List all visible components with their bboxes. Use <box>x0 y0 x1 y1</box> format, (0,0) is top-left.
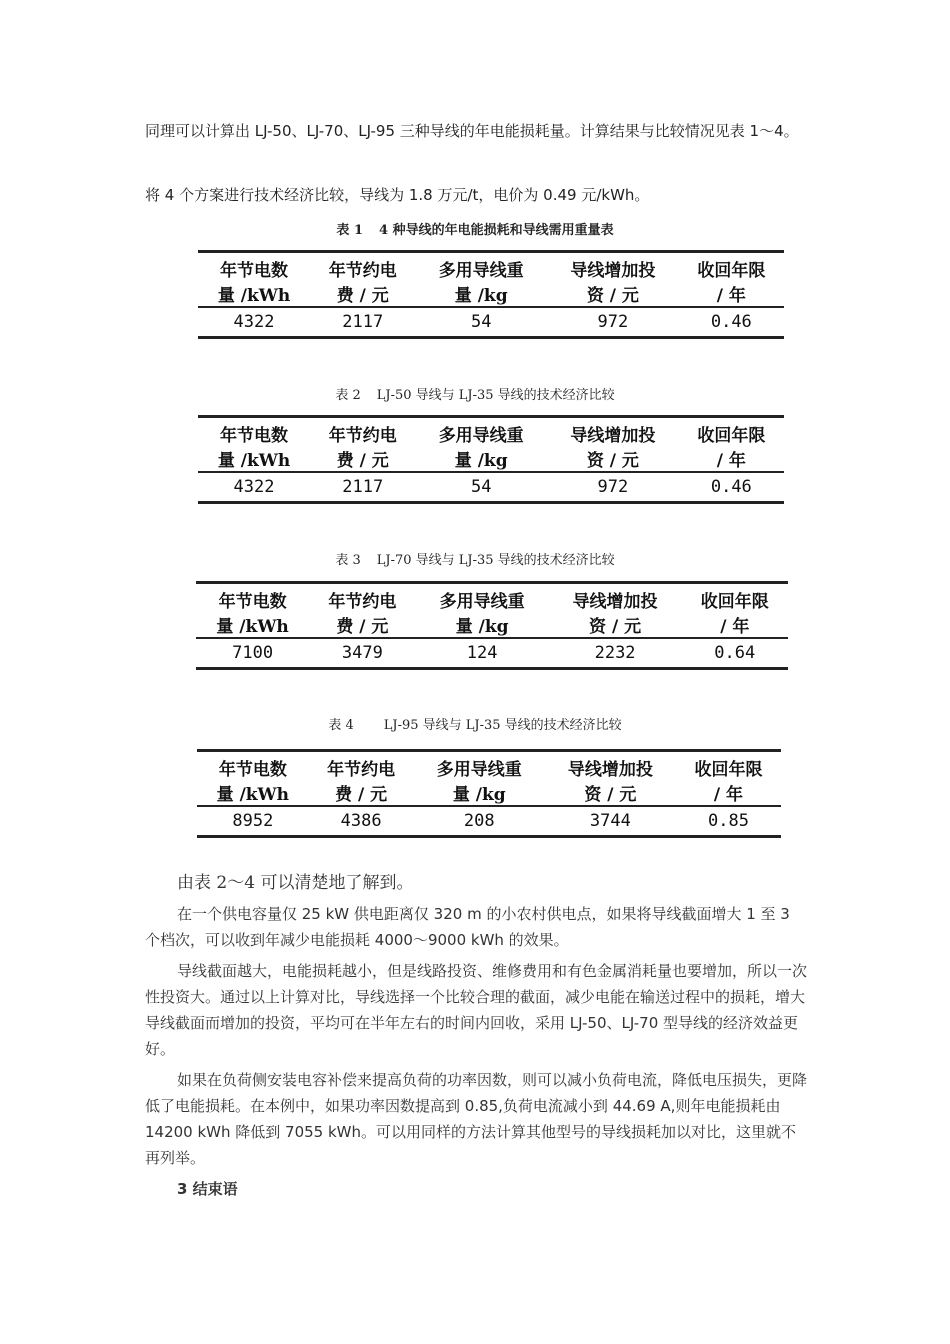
header-extra-investment: 导线增加投 <box>545 751 676 781</box>
header-extra-weight: 多用导线重 <box>415 252 547 282</box>
cell-investment: 3744 <box>545 806 676 837</box>
header-energy-saved: 年节电数 <box>198 417 310 447</box>
cell-payback: 0.85 <box>676 806 781 837</box>
cell-payback: 0.64 <box>682 638 788 669</box>
header-cost-saved: 年节约电 <box>310 252 415 282</box>
header-payback-unit: / 年 <box>679 281 784 307</box>
cell-cost: 3479 <box>309 638 415 669</box>
header-payback: 收回年限 <box>682 583 788 613</box>
table-1-caption-text: 4 种导线的年电能损耗和导线需用重量表 <box>379 223 614 238</box>
cell-payback: 0.46 <box>679 472 784 503</box>
table-2-caption-number: 表 2 <box>335 388 361 403</box>
header-energy-saved: 年节电数 <box>196 583 309 613</box>
cell-payback: 0.46 <box>679 307 784 338</box>
header-cost-saved: 年节约电 <box>309 751 414 781</box>
cell-cost: 4386 <box>309 806 414 837</box>
table-3-caption-number: 表 3 <box>335 553 361 568</box>
header-investment-unit: 资 / 元 <box>545 780 676 806</box>
header-energy-unit: 量 /kWh <box>197 780 309 806</box>
header-energy-unit: 量 /kWh <box>198 446 310 472</box>
header-extra-investment: 导线增加投 <box>547 417 679 447</box>
table-row <box>198 472 784 503</box>
header-payback-unit: / 年 <box>679 446 784 472</box>
paragraph-savings: 在一个供电容量仅 25 kW 供电距离仅 320 m 的小农村供电点，如果将导线截面增大 1 至 3 个档次，可以收到年减少电能损耗 4000～9000 kWh 的效果。 <box>145 905 790 949</box>
header-payback-unit: / 年 <box>676 780 781 806</box>
cell-energy: 4322 <box>198 307 310 338</box>
cell-cost: 2117 <box>310 472 415 503</box>
header-investment-unit: 资 / 元 <box>547 446 679 472</box>
header-cost-saved: 年节约电 <box>310 417 415 447</box>
header-cost-unit: 费 / 元 <box>310 446 415 472</box>
header-cost-unit: 费 / 元 <box>310 281 415 307</box>
header-cost-unit: 费 / 元 <box>309 780 414 806</box>
header-payback: 收回年限 <box>679 252 784 282</box>
header-energy-unit: 量 /kWh <box>198 281 310 307</box>
intro-paragraph-1: 同理可以计算出 LJ-50、LJ-70、LJ-95 三种导线的年电能损耗量。计算结果与比较情况见表 1～4。 <box>145 122 799 140</box>
header-investment-unit: 资 / 元 <box>549 612 682 638</box>
cell-investment: 972 <box>547 472 679 503</box>
header-energy-saved: 年节电数 <box>198 252 310 282</box>
table-1 <box>198 250 784 339</box>
header-extra-investment: 导线增加投 <box>549 583 682 613</box>
table-4-caption-number: 表 4 <box>328 718 354 733</box>
cell-cost: 2117 <box>310 307 415 338</box>
header-payback: 收回年限 <box>676 751 781 781</box>
header-energy-saved: 年节电数 <box>197 751 309 781</box>
table-1-caption-number: 表 1 <box>336 223 363 238</box>
section-heading-conclusion: 3 结束语 <box>177 1180 238 1198</box>
table-2-caption <box>0 384 950 403</box>
header-extra-weight: 多用导线重 <box>416 583 549 613</box>
header-cost-saved: 年节约电 <box>309 583 415 613</box>
cell-weight: 208 <box>414 806 545 837</box>
table-2-caption-text: LJ-50 导线与 LJ-35 导线的技术经济比较 <box>376 388 615 403</box>
table-4 <box>197 749 781 838</box>
cell-investment: 2232 <box>549 638 682 669</box>
cell-energy: 4322 <box>198 472 310 503</box>
intro-paragraph-2: 将 4 个方案进行技术经济比较，导线为 1.8 万元/t，电价为 0.49 元/kWh。 <box>145 186 650 204</box>
table-row <box>197 806 781 837</box>
header-extra-weight: 多用导线重 <box>415 417 547 447</box>
cell-energy: 8952 <box>197 806 309 837</box>
header-payback-unit: / 年 <box>682 612 788 638</box>
header-weight-unit: 量 /kg <box>415 446 547 472</box>
cell-energy: 7100 <box>196 638 309 669</box>
header-weight-unit: 量 /kg <box>414 780 545 806</box>
table-row <box>198 307 784 338</box>
paragraph-cross-section: 导线截面越大，电能损耗越小，但是线路投资、维修费用和有色金属消耗量也要增加，所以一次性投资大。通过以上计算对比，导线选择一个比较合理的截面，减少电能在输送过程中的损耗，增大导线截面而增加的投资，平均可在半年左右的时间内回收，采用 LJ-50、LJ-70 型导线的经济效益更好。 <box>145 962 808 1058</box>
summary-lead: 由表 2～4 可以清楚地了解到。 <box>177 873 414 893</box>
header-payback: 收回年限 <box>679 417 784 447</box>
cell-weight: 54 <box>415 472 547 503</box>
table-2 <box>198 415 784 504</box>
table-4-caption-text: LJ-95 导线与 LJ-35 导线的技术经济比较 <box>383 718 622 733</box>
header-extra-investment: 导线增加投 <box>547 252 679 282</box>
header-weight-unit: 量 /kg <box>416 612 549 638</box>
cell-weight: 124 <box>416 638 549 669</box>
cell-investment: 972 <box>547 307 679 338</box>
cell-weight: 54 <box>415 307 547 338</box>
header-energy-unit: 量 /kWh <box>196 612 309 638</box>
header-investment-unit: 资 / 元 <box>547 281 679 307</box>
table-row <box>196 638 788 669</box>
header-weight-unit: 量 /kg <box>415 281 547 307</box>
header-extra-weight: 多用导线重 <box>414 751 545 781</box>
table-3 <box>196 581 788 670</box>
table-3-caption-text: LJ-70 导线与 LJ-35 导线的技术经济比较 <box>376 553 615 568</box>
header-cost-unit: 费 / 元 <box>309 612 415 638</box>
table-4-caption <box>0 714 950 733</box>
paragraph-power-factor: 如果在负荷侧安装电容补偿来提高负荷的功率因数，则可以减小负荷电流，降低电压损失，更降低了电能损耗。在本例中，如果功率因数提高到 0.85,负荷电流减小到 44.69 A,则年电能损耗由 14200 kWh 降低到 7055 kWh。可以用同样的方法计算其他型号的导线损耗加以对比，这里就不再列举。 <box>145 1071 808 1167</box>
table-3-caption <box>0 549 950 568</box>
table-1-caption <box>0 219 950 238</box>
